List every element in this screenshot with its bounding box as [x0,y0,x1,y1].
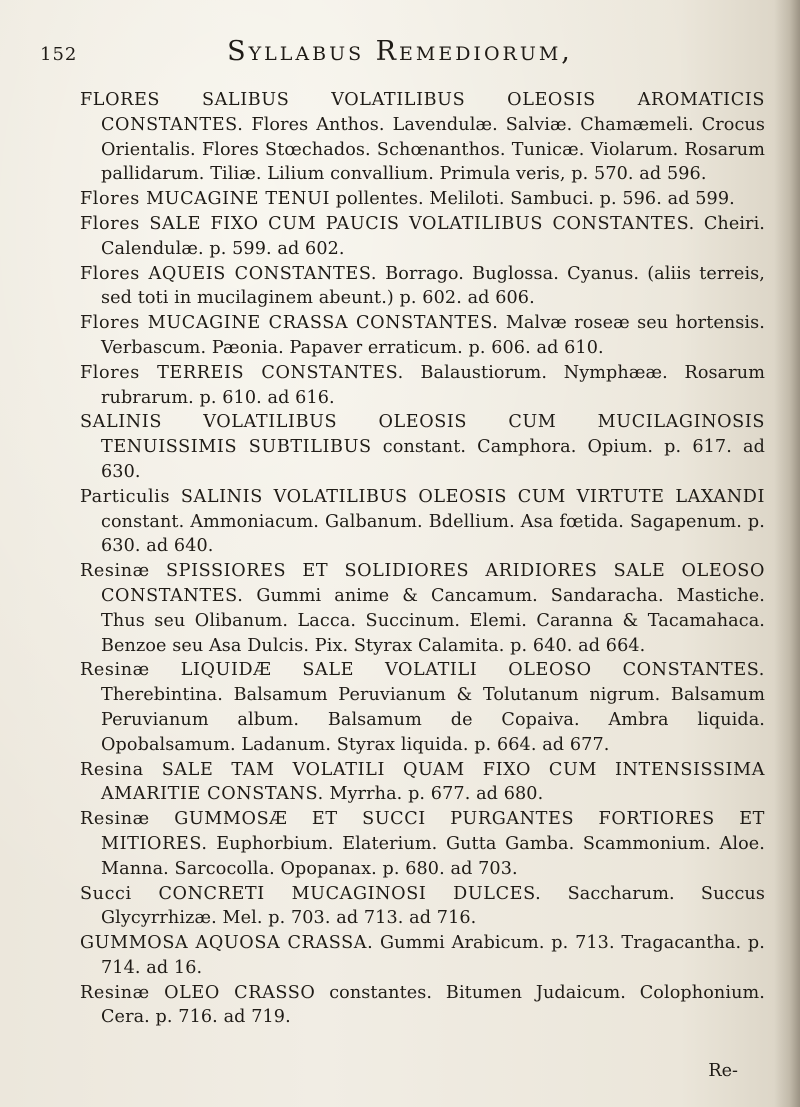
entry-heading: Particulis SALINIS VOLATILIBUS OLEOSIS CUM VIRTUTE LAXANDI [80,486,765,507]
entry-body: Balaustiorum. Nymphææ. Rosarum rubrarum. p. 610. ad 616. [101,362,766,408]
entry-resinae-gummosae [80,807,765,881]
entry-resinae-spissiores [80,559,765,658]
running-title: Syllabus Remediorum, [227,36,573,67]
entry-flores-terreis [80,361,765,411]
entry-body: Myrrha. p. 677. ad 680. [329,784,544,805]
entry-heading: SALINIS VOLATILIBUS OLEOSIS CUM MUCILAGINOSIS TENUISSIMIS SUBTILIBUS [80,412,765,458]
entry-resinae-liquidae [80,658,765,757]
entry-flores-salibus [80,88,765,187]
entry-heading: Flores SALE FIXO CUM PAUCIS VOLATILIBUS CONSTANTES. [80,213,695,234]
page-header [40,30,760,74]
entry-heading: Succi CONCRETI MUCAGINOSI DULCES. [80,883,542,904]
entry-particulis-salinis [80,485,765,559]
entry-body: Flores Anthos. Lavendulæ. Salviæ. Chamæmeli. Crocus Orientalis. Flores Stœchados. Schœnanthos. Tunicæ. Violarum. Rosarum pallidarum. Tiliæ. Lilium convallium. Primula veris, p. 570. ad 596. [101,114,765,185]
entry-heading: Resinæ LIQUIDÆ SALE VOLATILI OLEOSO CONSTANTES. [80,660,765,681]
entry-heading: GUMMOSA AQUOSA CRASSA. [80,933,374,954]
page-number: 152 [40,44,78,65]
entry-body: constant. Camphora. Opium. p. 617. ad 630. [101,437,765,482]
entry-body: pollentes. Meliloti. Sambuci. p. 596. ad 599. [335,189,735,210]
entry-heading: FLORES SALIBUS VOLATILIBUS OLEOSIS AROMATICIS CONSTANTES. [80,90,765,135]
entry-flores-mucagine-crassa [80,311,765,361]
entry-heading: Resinæ OLEO CRASSO [80,982,316,1003]
entry-body: constantes. Bitumen Judaicum. Colophonium. Cera. p. 716. ad 719. [101,982,765,1028]
entry-heading: Flores AQUEIS CONSTANTES. [80,263,378,284]
entry-heading: Resinæ SPISSIORES ET SOLIDIORES ARIDIORES SALE OLEOSO CONSTANTES. [80,561,765,606]
entry-heading: Resina SALE TAM VOLATILI QUAM FIXO CUM INTENSISSIMA AMARITIE CONSTANS. [80,759,765,805]
entry-resinae-oleo-crasso [80,981,765,1031]
entry-body: Euphorbium. Elaterium. Gutta Gamba. Scammonium. Aloe. Manna. Sarcocolla. Opopanax. p. 680. ad 703. [101,833,765,879]
entry-heading: Flores MUCAGINE CRASSA CONSTANTES. [80,313,499,334]
page-edge-shadow [774,0,800,1107]
entry-body: Borrago. Buglossa. Cyanus. (aliis terreis, sed toti in mucilaginem abeunt.) p. 602. ad 606. [101,263,765,309]
entry-salinis-volatilibus [80,410,765,484]
syllabus-text [80,88,765,1030]
entry-body: Gummi anime & Cancamum. Sandaracha. Mastiche. Thus seu Olibanum. Lacca. Succinum. Elemi. Caranna & Tacamahaca. Benzoe seu Asa Dulcis. Pix. Styrax Calamita. p. 640. ad 664. [101,585,765,656]
entry-heading: Flores TERREIS CONSTANTES. [80,362,404,383]
entry-body: Malvæ roseæ seu hortensis. Verbascum. Pæonia. Papaver erraticum. p. 606. ad 610. [101,313,765,358]
entry-body: Saccharum. Succus Glycyrrhizæ. Mel. p. 703. ad 713. ad 716. [101,883,765,929]
entry-flores-sale-fixo [80,212,765,262]
catchword: Re- [708,1061,738,1081]
entry-flores-aqueis [80,262,765,312]
entry-body: Cheiri. Calendulæ. p. 599. ad 602. [101,213,765,259]
entry-heading: Flores MUCAGINE TENUI [80,189,331,210]
entry-resina-amaritie [80,758,765,808]
entry-heading: Resinæ GUMMOSÆ ET SUCCI PURGANTES FORTIORES ET MITIORES. [80,809,765,854]
entry-body: constant. Ammoniacum. Galbanum. Bdellium. Asa fœtida. Sagapenum. p. 630. ad 640. [101,511,765,557]
entry-flores-mucagine-tenui [80,187,765,212]
entry-succi-concreti [80,882,765,932]
entry-body: Therebintina. Balsamum Peruvianum & Tolutanum nigrum. Balsamum Peruvianum album. Balsamum de Copaiva. Ambra liquida. Opobalsamum. Ladanum. Styrax liquida. p. 664. ad 677. [101,685,765,755]
entry-body: Gummi Arabicum. p. 713. Tragacantha. p. 714. ad 16. [101,933,765,978]
entry-gummosa-aquosa [80,931,765,981]
